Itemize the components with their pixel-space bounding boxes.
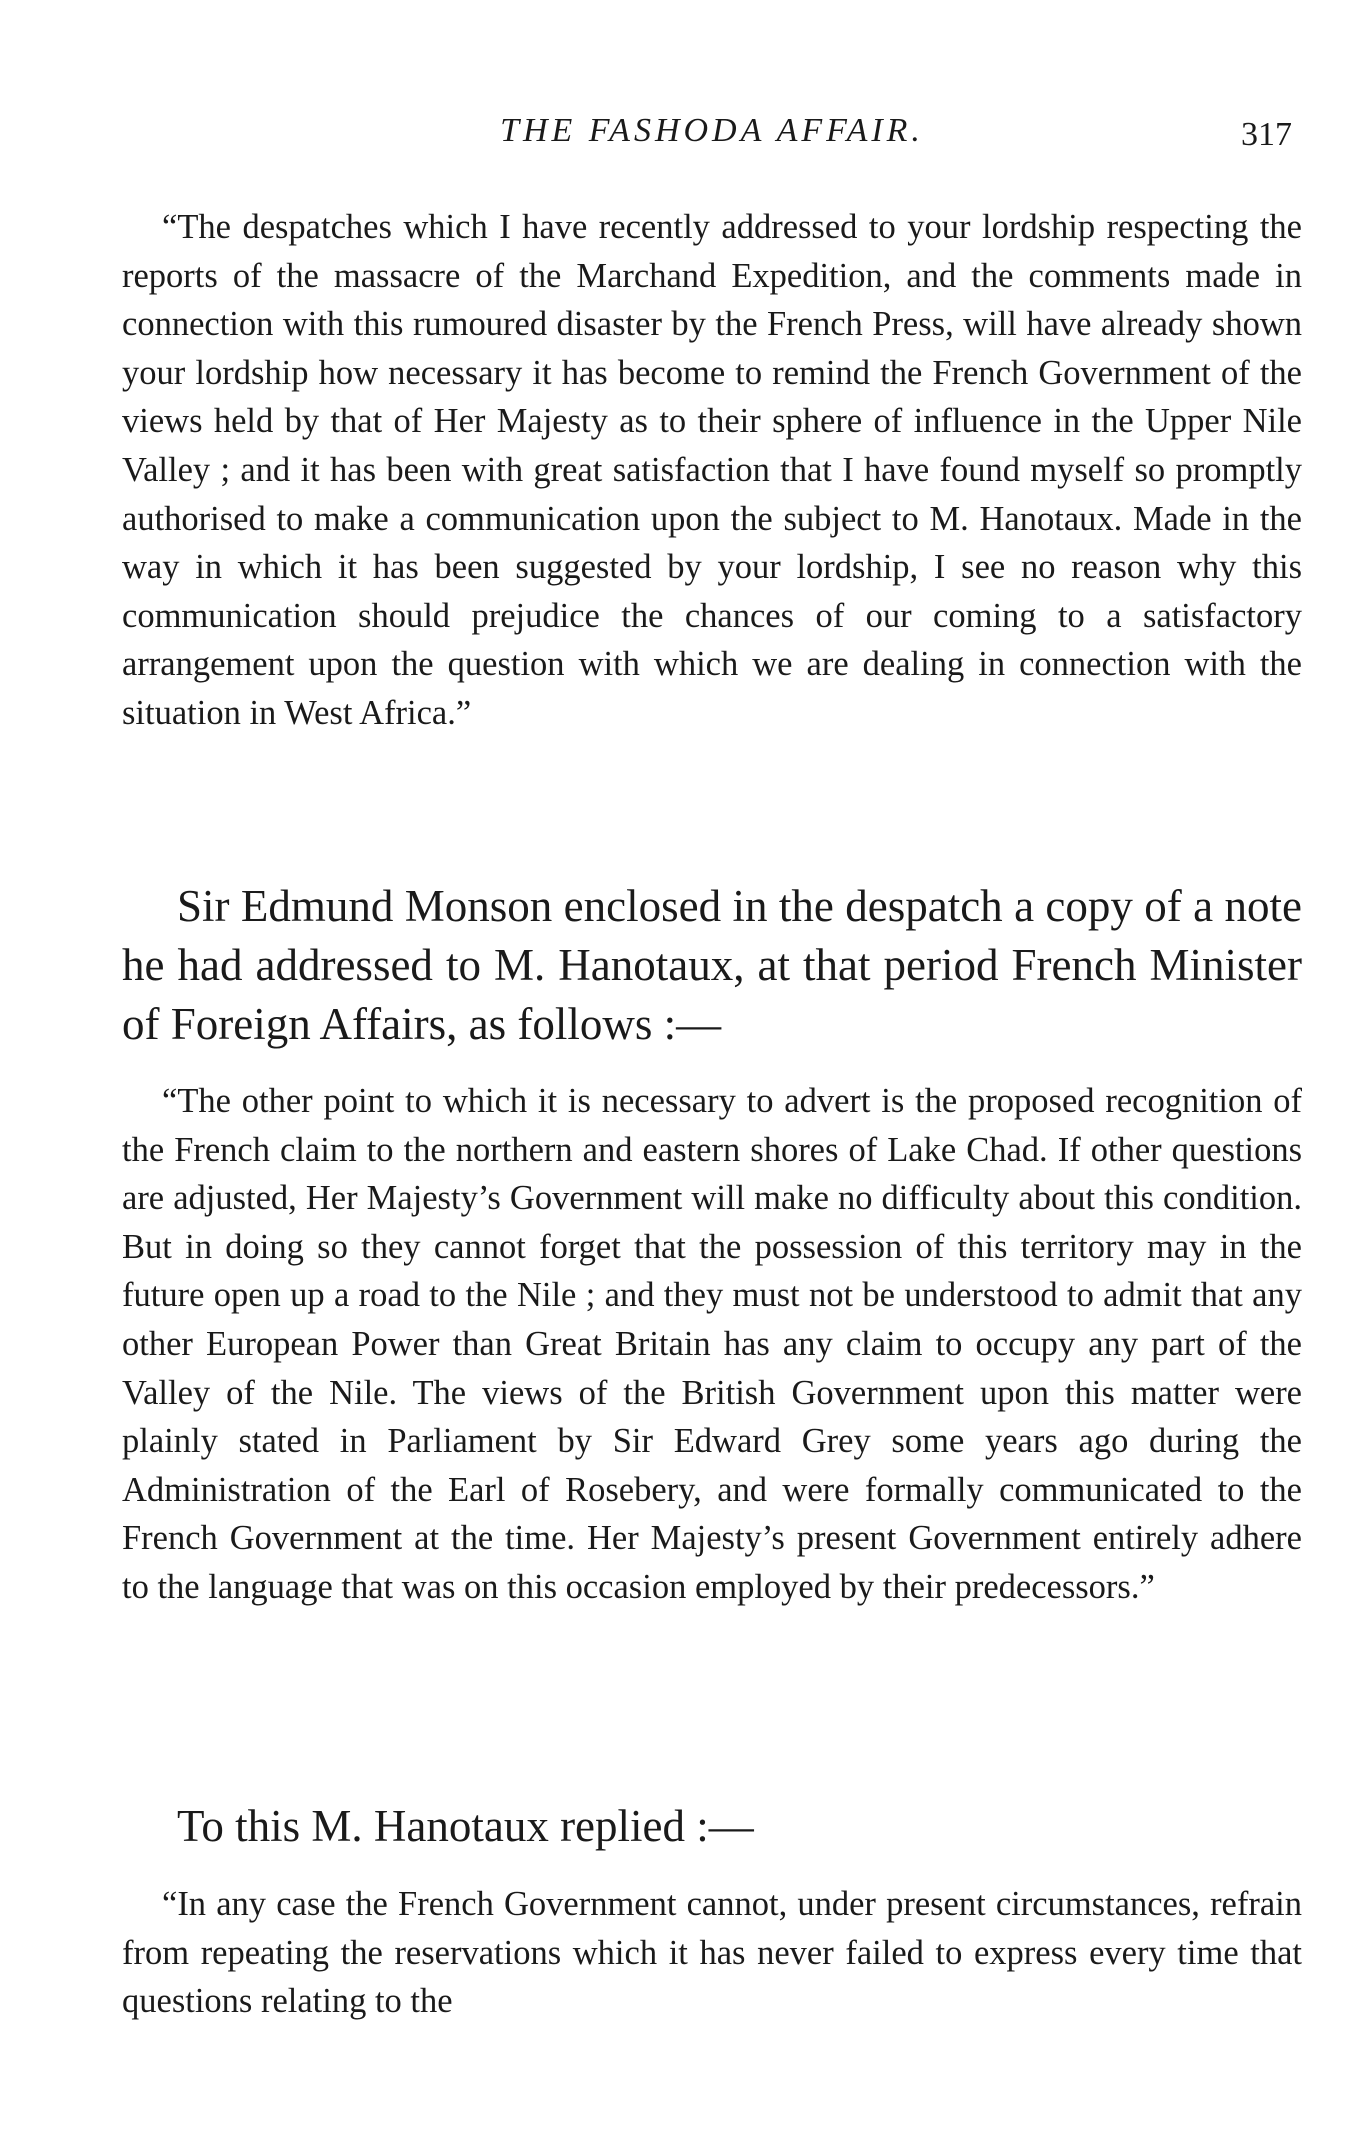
narration-paragraph: Sir Edmund Monson enclosed in the despatch a copy of a note he had addressed to M. Hanotaux, at that period French Minister of Foreign Affairs, as follows :— (122, 881, 1302, 1049)
narration-paragraph: To this M. Hanotaux replied :— (177, 1801, 754, 1851)
quoted-reply-paragraph: “In any case the French Government cannot, under present circumstances, refrain from repeating the reservations which it has never failed to express every time that questions relating to the (122, 1885, 1302, 2021)
page-number: 317 (1241, 116, 1292, 153)
running-head (122, 112, 1302, 162)
quoted-despatch-paragraph: “The despatches which I have recently addressed to your lordship respecting the reports of the massacre of the Marchand Expedition, and the comments made in connection with this rumoured disaster by the French Press, will have already shown your lordship how necessary it has become to remind the French Government of the views held by that of Her Majesty as to their sphere of influence in the Upper Nile Valley ; and it has been with great satisfaction that I have found myself so promptly authorised to make a communication upon the subject to M. Hanotaux. Made in the way in which it has been suggested by your lordship, I see no reason why this communication should prejudice the chances of our coming to a satisfactory arrangement upon the question with which we are dealing in connection with the situation in West Africa.” (122, 208, 1302, 732)
running-title: THE FASHODA AFFAIR. (500, 112, 924, 149)
quoted-note-paragraph: “The other point to which it is necessary to advert is the proposed recognition of the French claim to the northern and eastern shores of Lake Chad. If other questions are adjusted, Her Majesty’s Government will make no difficulty about this condition. But in doing so they cannot forget that the possession of this territory may in the future open up a road to the Nile ; and they must not be understood to admit that any other European Power than Great Britain has any claim to occupy any part of the Valley of the Nile. The views of the British Government upon this matter were plainly stated in Parliament by Sir Edward Grey some years ago during the Administration of the Earl of Rosebery, and were formally communicated to the French Government at the time. Her Majesty’s present Government entirely adhere to the language that was on this occasion employed by their predecessors.” (122, 1082, 1302, 1606)
